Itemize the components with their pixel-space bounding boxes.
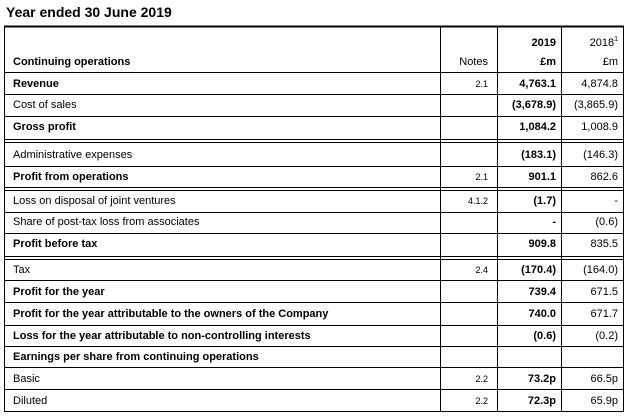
column-header-notes: Notes	[459, 56, 488, 68]
row-label: Profit before tax	[13, 238, 98, 250]
row-value-2019: (170.4)	[521, 264, 556, 276]
row-label: Administrative expenses	[13, 149, 133, 161]
row-value-2018: (164.0)	[583, 264, 618, 276]
year-2018-label: 2018	[589, 37, 615, 49]
row-value-2018: (3,865.9)	[573, 99, 618, 111]
row-value-2018: 65.9p	[590, 395, 618, 407]
row-label: Diluted	[13, 395, 48, 407]
row-value-2018: 4,874.8	[581, 78, 618, 90]
row-value-2018: (0.2)	[595, 330, 618, 342]
row-value-2018: 835.5	[590, 238, 618, 250]
row-label: Loss on disposal of joint ventures	[13, 195, 176, 207]
column-header-description: Continuing operations	[13, 56, 131, 68]
row-label: Share of post-tax loss from associates	[13, 216, 200, 228]
row-label: Basic	[13, 373, 40, 385]
statement-title: Year ended 30 June 2019	[6, 4, 172, 20]
row-value-2019: 4,763.1	[519, 78, 556, 90]
row-value-2018: 862.6	[590, 171, 618, 183]
row-label: Profit from operations	[13, 171, 129, 183]
row-note: 2.1	[475, 79, 488, 89]
row-value-2019: -	[552, 216, 556, 228]
row-value-2018: 671.5	[590, 286, 618, 298]
row-label: Earnings per share from continuing operations	[13, 351, 259, 363]
column-header-2019: 2019	[531, 37, 556, 49]
row-value-2018: 1,008.9	[581, 121, 618, 133]
row-label: Profit for the year	[13, 286, 105, 298]
row-note: 2.2	[475, 374, 488, 384]
footnote-marker: 1	[614, 36, 618, 43]
row-label: Cost of sales	[13, 99, 77, 111]
row-value-2019: 739.4	[528, 286, 556, 298]
row-value-2018: -	[614, 195, 618, 207]
row-value-2019: 740.0	[528, 308, 556, 320]
row-value-2019: 72.3p	[527, 395, 556, 407]
row-value-2019: (0.6)	[533, 330, 556, 342]
row-label: Revenue	[13, 78, 59, 90]
column-header-2018	[563, 36, 618, 50]
row-value-2018: (0.6)	[595, 216, 618, 228]
row-value-2019: 1,084.2	[519, 121, 556, 133]
column-unit-2019: £m	[540, 56, 556, 68]
row-value-2018: 66.5p	[590, 373, 618, 385]
row-label: Tax	[13, 264, 31, 276]
row-note: 4.1.2	[467, 196, 488, 206]
row-value-2019: (1.7)	[533, 195, 556, 207]
row-value-2018: (146.3)	[583, 149, 618, 161]
row-label: Profit for the year attributable to the owners of the Company	[13, 308, 329, 320]
row-label: Loss for the year attributable to non-controlling interests	[13, 330, 311, 342]
row-value-2019: (183.1)	[521, 149, 556, 161]
column-unit-2018: £m	[602, 56, 618, 68]
row-value-2018: 671.7	[590, 308, 618, 320]
row-value-2019: 909.8	[528, 238, 556, 250]
row-value-2019: 901.1	[528, 171, 556, 183]
row-value-2019: (3,678.9)	[511, 99, 556, 111]
row-note: 2.1	[475, 172, 488, 182]
row-note: 2.2	[475, 396, 488, 406]
row-value-2019: 73.2p	[527, 373, 556, 385]
row-note: 2.4	[475, 265, 488, 275]
row-label: Gross profit	[13, 121, 76, 133]
